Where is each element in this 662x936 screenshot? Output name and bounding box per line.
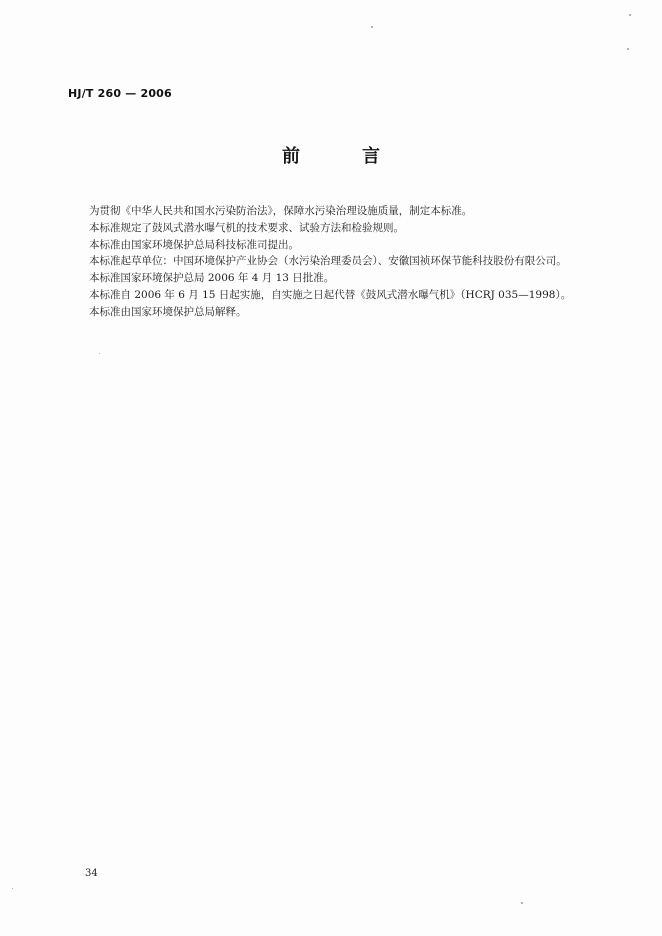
scan-speck [12,888,13,889]
page-number: 34 [85,868,98,879]
paragraph: 本标准规定了鼓风式潜水曝气机的技术要求、试验方法和检验规则。 [89,221,404,234]
paragraph: 本标准由国家环境保护总局解释。 [89,305,247,318]
paragraph: 本标准自 2006 年 6 月 15 日起实施，自实施之日起代替《鼓风式潜水曝气机》（HCRJ 035—1998）。 [89,288,572,301]
scan-speck [521,902,523,904]
paragraph: 为贯彻《中华人民共和国水污染防治法》，保障水污染治理设施质量，制定本标准。 [89,205,473,217]
paragraph: 本标准国家环境保护总局 2006 年 4 月 13 日批准。 [89,272,335,285]
scan-speck [371,26,373,28]
paragraph: 本标准起草单位：中国环境保护产业协会（水污染治理委员会）、安徽国祯环保节能科技股份有限公司。 [89,255,567,268]
page-title: 前 言 [282,146,402,167]
standard-code: HJ/T 260 — 2006 [68,87,172,100]
scan-speck [629,14,631,16]
paragraph: 本标准由国家环境保护总局科技标准司提出。 [89,238,299,251]
preface-body [68,203,598,321]
scan-speck [99,353,100,354]
scan-speck [627,48,629,50]
